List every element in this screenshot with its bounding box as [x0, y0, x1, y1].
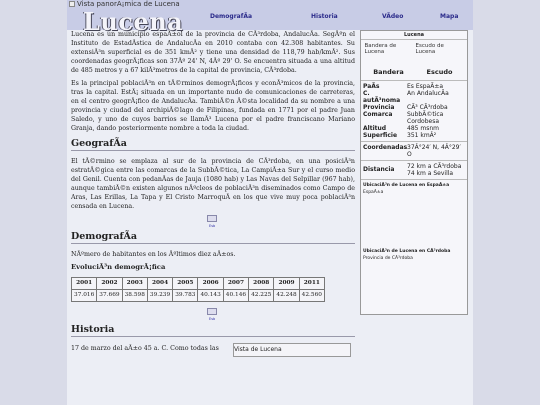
year-cell: 2001 [72, 278, 97, 290]
banner-image-alt: Vista panorÃ¡mica de Lucena [69, 0, 180, 8]
flag-image[interactable] [365, 43, 413, 76]
year-cell: 2007 [223, 278, 248, 290]
year-cell: 2003 [122, 278, 147, 290]
divider [361, 80, 467, 81]
historia-heading: Historia [71, 325, 355, 337]
demografia-heading: DemografÃa [71, 232, 355, 244]
map-caption-cordoba: UbicaciÃ³n de Lucena en CÃ³rdoba [363, 249, 451, 254]
infobox-images [361, 40, 467, 78]
value-cell: 42.225 [249, 290, 274, 302]
demografia-paragraph: NÃºmero de habitantes en los Ãºltimos diez aÃ±os. [71, 251, 236, 258]
population-table [71, 277, 325, 302]
map-caption-spain: UbicaciÃ³n de Lucena en EspaÃ±a [363, 183, 450, 188]
geografia-paragraph: El tÃ©rmino se emplaza al sur de la provincia de CÃ³rdoba, en una posiciÃ³n estratÃ©gica entre las comarcas de la SubbÃ©tica, La CampiÃ±a Sur y el curso medio del Genil. Cuenta con pedanÃas de Jauja (1080 hab) y Las Navas del Selpillar (967 hab), aunque tambiÃ©n existen algunos nÃºcleos de poblaciÃ³n diseminados como Campo de Aras, Las Erillas, La Tapa y El Cristo MarroquÃ en los que vive muy poca poblaciÃ³n censada en Lucena. [71, 158, 355, 210]
year-cell: 2005 [173, 278, 198, 290]
image-placeholder-icon: Provincia de CÃ³rdoba [363, 256, 413, 261]
value-cell: 38.598 [122, 290, 147, 302]
broken-image-icon [69, 1, 75, 7]
intro-paragraph-1: Lucena es un municipio espaÃ±ol de la provincia de CÃ³rdoba, AndalucÃa. SegÃºn el Instituto de EstadÃstica de AndalucÃa en 2010 contaba con 42.308 habitantes. Su extensiÃ³n superficial es de 351 kmÂ² y tiene una densidad de 118,79 hab/kmÂ². Sus coordenadas geogrÃ¡ficas son 37Âº 24' N, 4Âº 29' O. Se encuentra situada a una altitud de 485 metros y a 67 kilÃ³metros de la capital de provincia, CÃ³rdoba. [71, 31, 355, 74]
nav-video[interactable]: VÃdeo [382, 13, 404, 20]
value-cell: 39.783 [173, 290, 198, 302]
shield-caption: Escudo [426, 68, 453, 76]
intro-paragraph-2: Es la principal poblaciÃ³n en tÃ©rminos demogrÃ¡ficos y econÃ³micos de la provincia, tras la capital. EstÃ¡ situada en un importante nudo de comunicaciones de carreteras, en el centro geogrÃ¡fico de AndalucÃa. TambiÃ©n Ã©sta localidad da su nombre a una provincia y ciudad del archipiÃ©lago de Filipinas, fundada en 1771 por el padre Juan Saledo, y uno de cuyos barrios se llamÃ³ Lucena por el padre franciscano Mariano Granja, dando posteriormente nombre a toda la ciudad. [71, 80, 355, 132]
year-cell: 2006 [198, 278, 223, 290]
value-cell: 42.248 [274, 290, 299, 302]
map-spain[interactable] [363, 190, 465, 246]
divider [361, 160, 467, 161]
infobox-row: Comarca SubbÃ©tica Cordobesa [363, 111, 444, 125]
historia-image: Vista de Lucena [233, 343, 351, 357]
year-cell: 2011 [299, 278, 324, 290]
nav-demografia[interactable]: DemografÃa [210, 13, 253, 20]
image-placeholder-icon [207, 215, 217, 222]
table-row-years [72, 278, 325, 290]
value-cell: 39.239 [147, 290, 172, 302]
thumbnail-link[interactable]: Esb [207, 308, 219, 319]
infobox-row: C. autÃ³noma An AndalucÃa [363, 90, 449, 104]
evolucion-heading: EvoluciÃ³n demogrÃ¡fica [71, 263, 166, 271]
main-content [71, 30, 355, 355]
flag-caption: Bandera [373, 68, 404, 76]
geografia-heading: GeografÃa [71, 139, 355, 151]
nav-mapa[interactable]: Mapa [440, 13, 459, 20]
infobox [360, 30, 468, 315]
shield-icon: Escudo de Lucena [415, 43, 444, 55]
site-logo[interactable]: Lucena [83, 7, 184, 36]
infobox-row: Provincia CÃ³ CÃ³rdoba [363, 104, 448, 111]
year-cell: 2002 [97, 278, 122, 290]
page [67, 0, 473, 405]
image-placeholder-icon: EspaÃ±a [363, 190, 384, 195]
value-cell: 40.146 [223, 290, 248, 302]
divider [361, 141, 467, 142]
value-cell: 37.669 [97, 290, 122, 302]
map-cordoba[interactable] [363, 256, 465, 312]
divider [361, 179, 467, 180]
infobox-row: PaÃs Es EspaÃ±a [363, 83, 444, 90]
year-cell: 2004 [147, 278, 172, 290]
infobox-row-distance: Distancia 72 km a CÃ³rdoba 74 km a Sevilla [363, 163, 462, 177]
value-cell: 40.143 [198, 290, 223, 302]
year-cell: 2008 [249, 278, 274, 290]
historia-paragraph: 17 de marzo del aÃ±o 45 a. C. Como todas las Vista de Lucena [71, 343, 355, 355]
image-placeholder-icon [207, 308, 217, 315]
infobox-row: Altitud 485 msnm [363, 125, 439, 132]
flag-icon: Bandera de Lucena [364, 43, 397, 55]
banner [67, 0, 473, 36]
year-cell: 2009 [274, 278, 299, 290]
sidebar [360, 30, 468, 315]
infobox-title: Lucena [361, 31, 467, 40]
thumbnail-link[interactable]: Esb [207, 215, 219, 226]
nav-historia[interactable]: Historia [311, 13, 338, 20]
table-row-values [72, 290, 325, 302]
infobox-row-coordinates: Coordenadas 37Â°24′ N, 4Â°29′ O [363, 144, 461, 158]
value-cell: 37.016 [72, 290, 97, 302]
shield-image[interactable] [416, 43, 464, 76]
value-cell: 42.560 [299, 290, 324, 302]
infobox-row: Superficie 351 kmÂ² [363, 132, 437, 139]
